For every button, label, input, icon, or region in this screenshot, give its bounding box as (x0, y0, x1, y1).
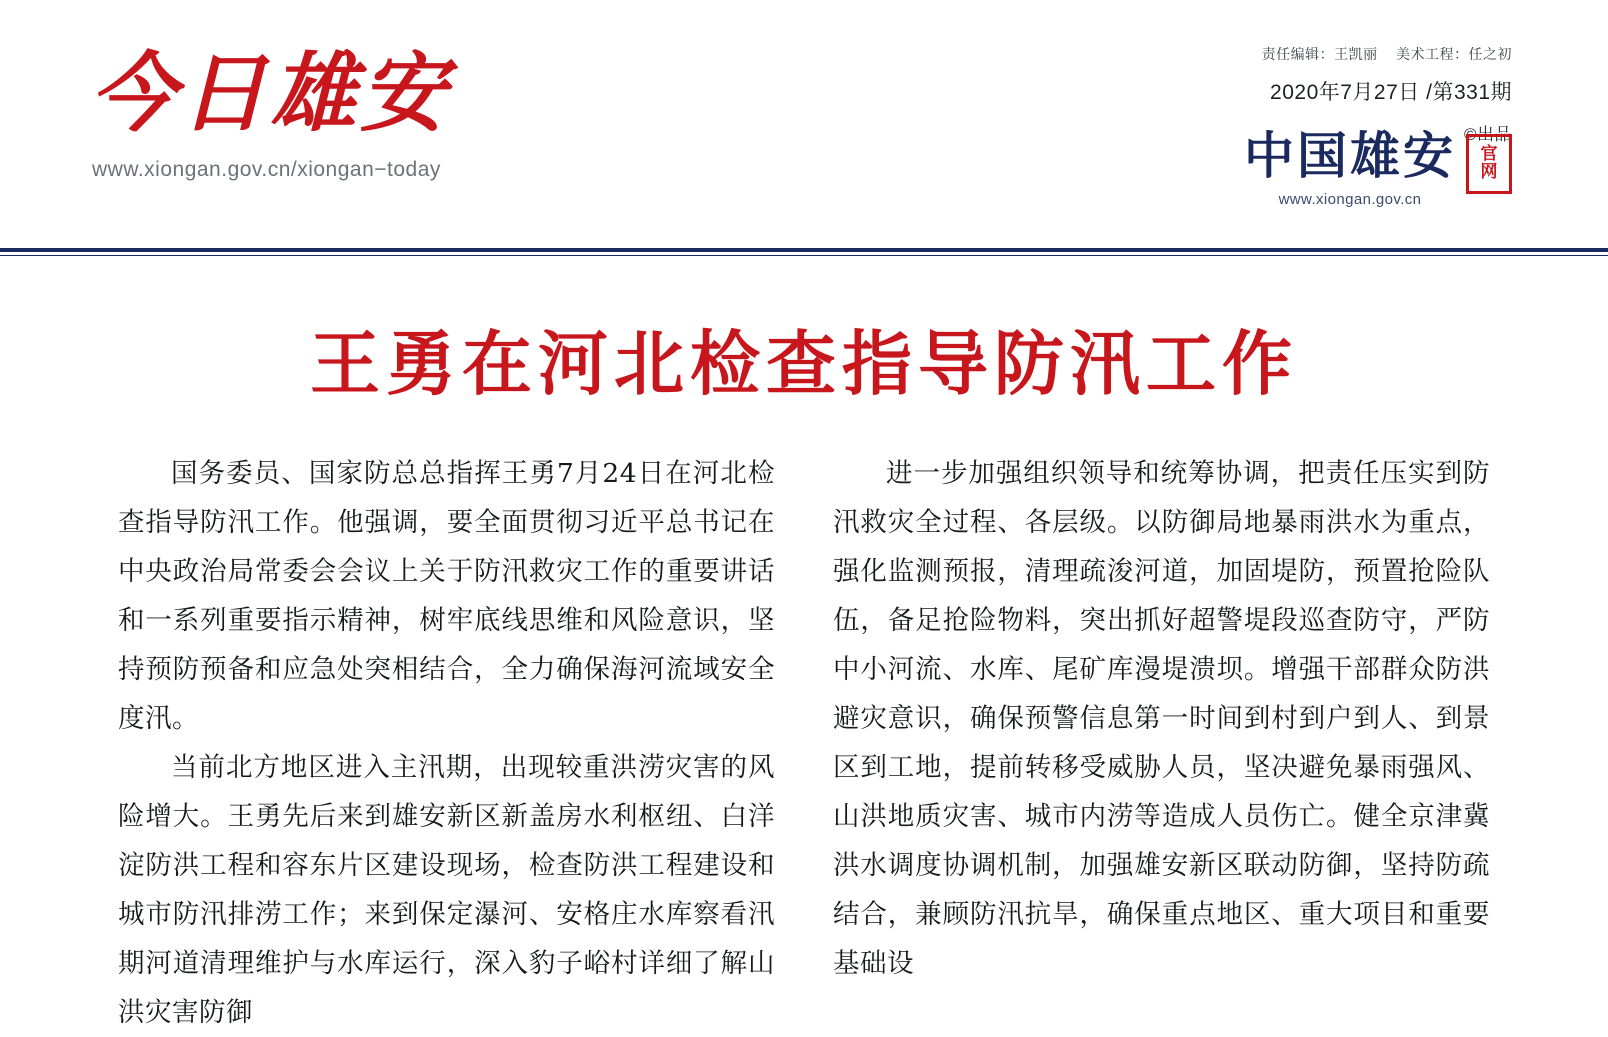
masthead-divider-thick (0, 248, 1608, 252)
article-body (0, 449, 1608, 1037)
credit-editor: 责任编辑：王凯丽 (1261, 46, 1378, 62)
official-seal-icon (1466, 134, 1512, 194)
paragraph: 当前北方地区进入主汛期，出现较重洪涝灾害的风险增大。王勇先后来到雄安新区新盖房水利枢纽、白洋淀防洪工程和容东片区建设现场，检查防洪工程建设和城市防汛排涝工作；来到保定瀑河、安格庄水库察看汛期河道清理维护与水库运行，深入豹子峪村详细了解山洪灾害防御 (118, 752, 775, 1028)
paragraph: 国务委员、国家防总总指挥王勇7月24日在河北检查指导防汛工作。他强调，要全面贯彻习近平总书记在中央政治局常委会会议上关于防汛救灾工作的重要讲话和一系列重要指示精神，树牢底线思维和风险意识，坚持预防预备和应急处突相结合，全力确保海河流域安全度汛。 (118, 458, 775, 734)
article-column-left (118, 449, 775, 1037)
copyright-note: ©出品 (1463, 125, 1512, 144)
masthead (0, 0, 1608, 248)
masthead-divider-thin (0, 255, 1608, 256)
paragraph: 进一步加强组织领导和统筹协调，把责任压实到防汛救灾全过程、各层级。以防御局地暴雨洪水为重点，强化监测预报，清理疏浚河道，加固堤防，预置抢险队伍，备足抢险物料，突出抓好超警堤段巡查防守，严防中小河流、水库、尾矿库漫堤溃坝。增强干部群众防洪避灾意识，确保预警信息第一时间到村到户到人、到景区到工地，提前转移受威胁人员，坚决避免暴雨强风、山洪地质灾害、城市内涝等造成人员伤亡。健全京津冀洪水调度协调机制，加强雄安新区联动防御，坚持防疏结合，兼顾防汛抗旱，确保重点地区、重大项目和重要基础设 (833, 458, 1490, 979)
issue-date: 2020年7月27日 /第331期 (1270, 81, 1512, 104)
brand-name: 中国雄安 (1244, 126, 1456, 185)
article-column-right (833, 449, 1490, 1037)
seal-char-top: 官 (1480, 144, 1498, 165)
publication-logo (90, 40, 560, 182)
seal-char-bottom: 网 (1480, 162, 1498, 182)
credit-design: 美术工程：任之初 (1396, 46, 1512, 62)
credits-line (912, 44, 1512, 64)
brand-text (1244, 128, 1456, 208)
brand-logo (1244, 128, 1512, 208)
brand-url: www.xiongan.gov.cn (1278, 191, 1422, 208)
publication-title: 今日雄安 (90, 43, 450, 144)
article-headline: 王勇在河北检查指导防汛工作 (310, 322, 1298, 405)
publication-url: www.xiongan.gov.cn/xiongan−today (92, 157, 441, 181)
